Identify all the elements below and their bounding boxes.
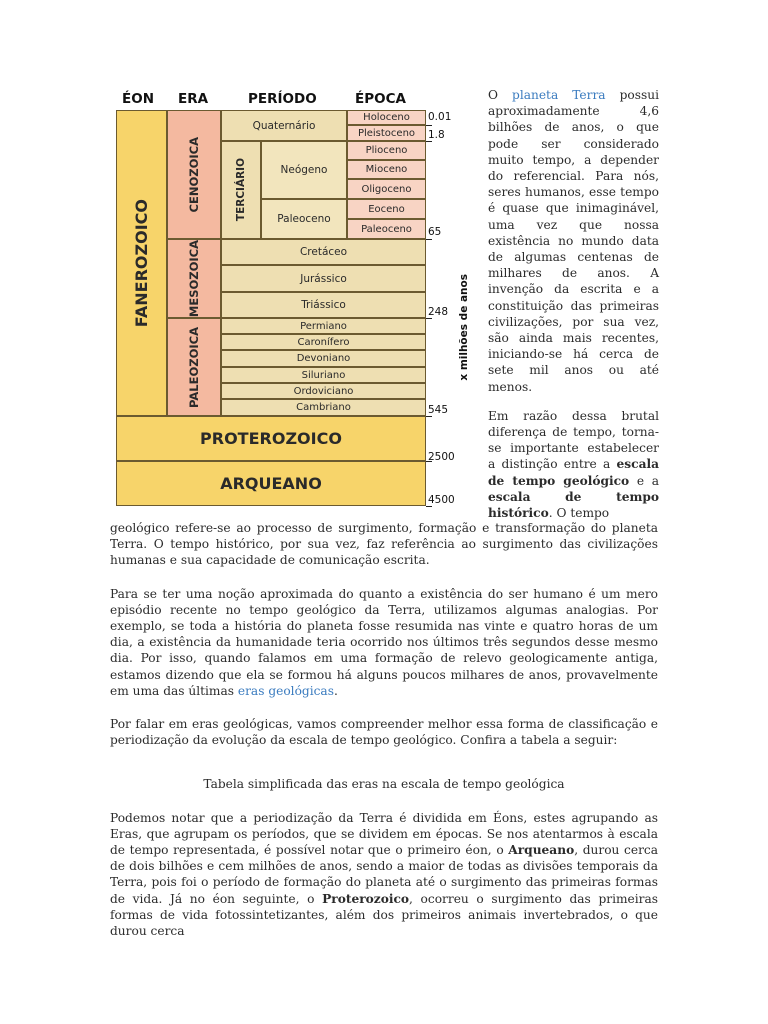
tick-label: 4500 — [428, 494, 455, 506]
epoch-pleistoceno: Pleistoceno — [347, 125, 426, 141]
period-ordoviciano: Ordoviciano — [221, 383, 426, 399]
header-eon: ÉON — [122, 91, 154, 107]
tick-label: 545 — [428, 404, 449, 416]
period-neogeno: Neógeno — [261, 141, 347, 199]
eras-intro-paragraph: Por falar em eras geológicas, vamos compreender melhor essa forma de classificação e periodização da evolução da escala de tempo geológico. Confira a tabela a seguir: — [110, 717, 658, 748]
epoch-holoceno: Holoceno — [347, 110, 426, 125]
header-periodo: PERÍODO — [248, 91, 317, 107]
header-epoca: ÉPOCA — [355, 91, 406, 107]
planeta-terra-link[interactable]: planeta Terra — [512, 88, 606, 102]
period-cambriano: Cambriano — [221, 399, 426, 416]
period-cretaceo: Cretáceo — [221, 239, 426, 265]
intro-column — [488, 87, 659, 521]
epoch-oligoceno: Oligoceno — [347, 179, 426, 199]
period-triassico: Triássico — [221, 292, 426, 318]
axis-label: x milhões de anos — [458, 274, 470, 381]
period-paleoceno: Paleoceno — [261, 199, 347, 239]
eon-proterozoico: PROTEROZOICO — [116, 416, 426, 461]
era-mesozoica: MESOZOICA — [167, 239, 221, 318]
period-devoniano: Devoniano — [221, 350, 426, 367]
period-carbonifero: Caronífero — [221, 334, 426, 350]
period-jurassico: Jurássico — [221, 265, 426, 292]
period-permiano: Permiano — [221, 318, 426, 334]
era-cenozoica: CENOZOICA — [167, 110, 221, 239]
eras-geologicas-link[interactable]: eras geológicas — [237, 683, 334, 698]
eon-fanerozoico: FANEROZOICO — [116, 110, 167, 416]
period-terciario: TERCIÁRIO — [221, 141, 261, 239]
tick-label: 65 — [428, 226, 442, 238]
geologic-time-table — [110, 86, 482, 512]
tick-label: 1.8 — [428, 129, 445, 141]
eons-paragraph: Podemos notar que a periodização da Terra é dividida em Éons, estes agrupando as Eras, que agrupam os períodos, que se dividem em épocas. Se nos atentarmos à escala de tempo representada, é possível notar que o primeiro éon, o Arqueano, durou cerca de dois bilhões e cem milhões de anos, sendo a maior de todas as divisões temporais da Terra, pois foi o período de formação do planeta até o surgimento das primeiras formas de vida. Já no éon seguinte, o Proterozoico, ocorreu o surgimento das primeiras formas de vida fotossintetizantes, além dos primeiros animais invertebrados, o que durou cerca — [110, 810, 658, 939]
distinction-paragraph: Em razão dessa brutal diferença de tempo, torna-se importante estabelecer a distinção entre a escala de tempo geológico e a escala de tempo histórico. O tempo — [488, 408, 660, 521]
geologic-time-paragraph: geológico refere-se ao processo de surgimento, formação e transformação do planeta Terra. O tempo histórico, por sua vez, faz referência ao surgimento das civilizações humanas e sua capacidade de comunicação escrita. — [110, 521, 658, 568]
body-text — [110, 520, 658, 939]
tick-label: 2500 — [428, 451, 455, 463]
epoch-mioceno: Mioceno — [347, 160, 426, 179]
epoch-paleoceno: Paleoceno — [347, 219, 426, 239]
tick-label: 0.01 — [428, 111, 452, 123]
period-quaternario: Quaternário — [221, 110, 347, 141]
epoch-plioceno: Plioceno — [347, 141, 426, 160]
eon-arqueano: ARQUEANO — [116, 461, 426, 506]
header-era: ERA — [178, 91, 209, 107]
analogy-paragraph: Para se ter uma noção aproximada do quanto a existência do ser humano é um mero episódio recente no tempo geológico da Terra, utilizamos algumas analogias. Por exemplo, se toda a história do planeta fosse resumida nas vinte e quatro horas de um dia, a existência da humanidade teria ocorrido nos últimos três segundos desse mesmo dia. Por isso, quando falamos em uma formação de relevo geologicamente antiga, estamos dizendo que ela se formou há alguns poucos milhares de anos, provavelmente em uma das últimas eras geológicas. — [110, 586, 658, 698]
intro-paragraph: O planeta Terra possui aproximadamente 4,6 bilhões de anos, o que pode ser considerado muito tempo, a depender do referencial. Para nós, seres humanos, esse tempo é quase que inimaginável, uma vez que nossa existência no mundo data de algumas centenas de milhares de anos. A invenção da escrita e a constituição das primeiras civilizações, por sua vez, são ainda mais recentes, iniciando-se há cerca de sete mil anos ou até menos. — [488, 88, 659, 394]
table-caption: Tabela simplificada das eras na escala de tempo geológica — [203, 777, 565, 792]
tick-label: 248 — [428, 306, 449, 318]
epoch-eoceno: Eoceno — [347, 199, 426, 219]
period-siluriano: Siluriano — [221, 367, 426, 383]
era-paleozoica: PALEOZOICA — [167, 318, 221, 416]
